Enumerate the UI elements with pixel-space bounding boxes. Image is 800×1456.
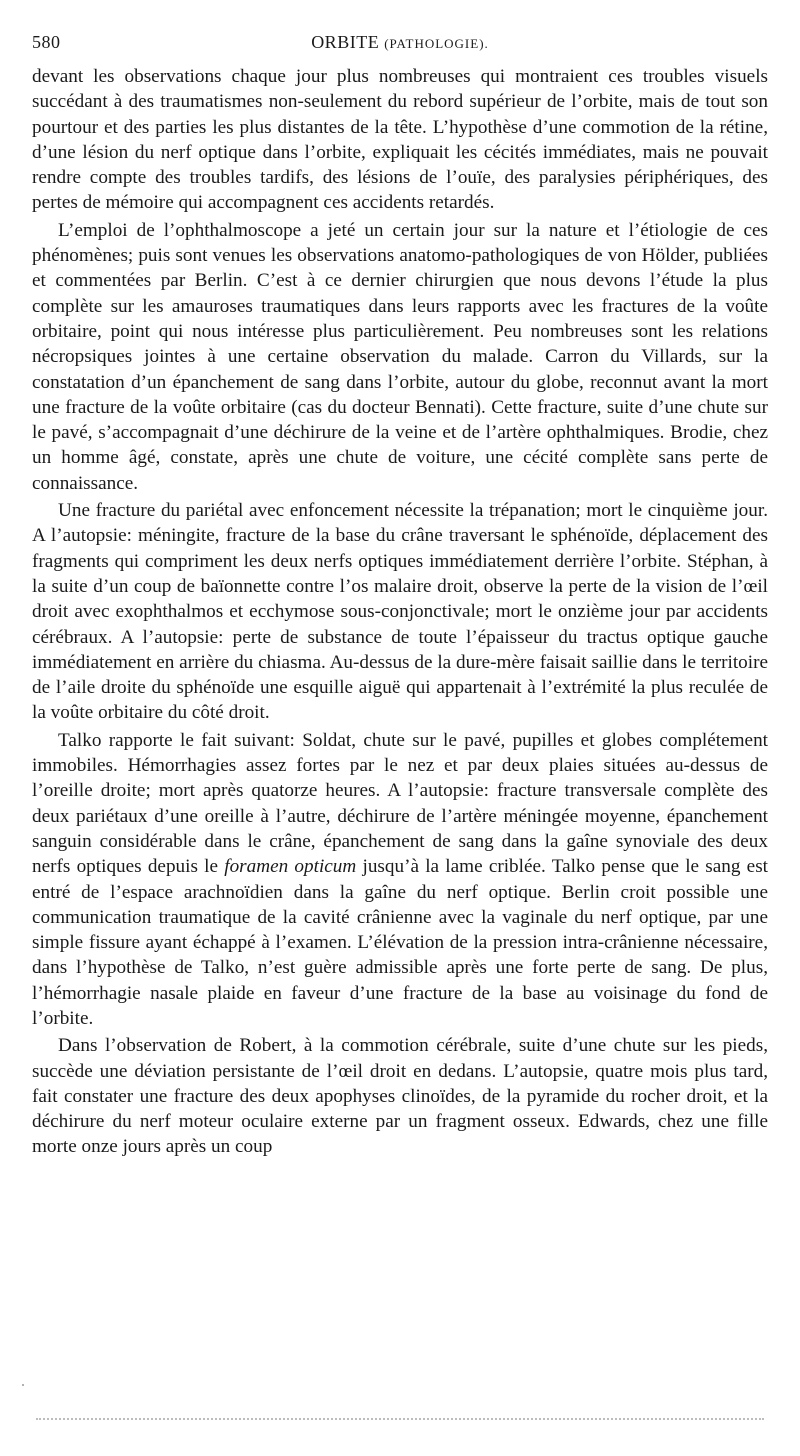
paragraph-3 <box>32 498 768 726</box>
paragraph-2 <box>32 218 768 496</box>
footer-scan-artifact <box>36 1418 764 1420</box>
paragraph-2-text: L’emploi de l’ophthalmoscope a jeté un certain jour sur la nature et l’étiologie de ces phénomènes; puis sont venues les observations anatomo-pathologiques de von Hölder, publiées et commentées par Berlin. C’est à ce dernier chirurgien que nous devons l’étude la plus complète sur les amauroses traumatiques dans leurs rapports avec les fractures de la voûte orbitaire, point qui nous intéresse plus particulièrement. Peu nombreuses sont les relations nécropsiques jointes à une certaine observation du malade. Carron du Villards, sur la constatation d’un épanchement de sang dans l’orbite, autour du globe, reconnut avant la mort une fracture de la voûte orbitaire (cas du docteur Bennati). Cette fracture, suite d’une chute sur le pavé, s’accompagnait d’une déchirure de la veine et de l’artère ophthalmiques. Brodie, chez un homme âgé, constate, après une chute de voiture, une cécité complète sans perte de connaissance. <box>32 219 768 494</box>
paragraph-4-italic-term: foramen opticum <box>224 856 357 878</box>
scan-speck <box>22 1384 24 1386</box>
body-text <box>32 64 768 1160</box>
running-title <box>32 32 768 53</box>
page-number: 580 <box>32 32 61 52</box>
paragraph-3-text: Une fracture du pariétal avec enfoncement nécessite la trépanation; mort le cinquième jour. A l’autopsie: méningite, fracture de la base du crâne traversant le sphénoïde, déplacement des fragments qui compriment les deux nerfs optiques immédiatement derrière l’orbite. Stéphan, à la suite d’un coup de baïonnette contre l’os malaire droit, observe la perte de la vision de l’œil droit avec exophthalmos et ecchymose sous-conjonctivale; mort le onzième jour par accidents cérébraux. A l’autopsie: perte de substance de toute l’épaisseur du tractus optique gauche immédiatement en arrière du chiasma. Au-dessus de la dure-mère faisait saillie dans le territoire de l’aile droite du sphénoïde une esquille aiguë qui appartenait à l’extrémité la plus reculée de la voûte orbitaire du côté droit. <box>32 500 768 724</box>
paragraph-4 <box>32 728 768 1032</box>
paragraph-1 <box>32 64 768 216</box>
running-title-subtitle: (PATHOLOGIE). <box>384 36 489 51</box>
running-head <box>32 28 768 54</box>
paragraph-5 <box>32 1033 768 1159</box>
document-page <box>32 28 768 1160</box>
paragraph-5-text: Dans l’observation de Robert, à la commotion cérébrale, suite d’une chute sur les pieds, succède une déviation persistante de l’œil droit en dedans. L’autopsie, quatre mois plus tard, fait constater une fracture des deux apophyses clinoïdes, de la pyramide du rocher droit, et la déchirure du nerf moteur oculaire externe par un fragment osseux. Edwards, chez une fille morte onze jours après un coup <box>32 1035 768 1158</box>
paragraph-4-text-start: Talko rapporte le fait suivant: Soldat, chute sur le pavé, pupilles et globes complétement immobiles. Hémorrhagies assez fortes par le nez et par deux plaies situées au-dessus de l’oreille droite; mort après quatorze heures. A l’autopsie: fracture transversale complète des deux pariétaux d’une oreille à l’autre, déchirure de l’artère méningée moyenne, épanchement sanguin considérable dans le crâne, épanchement de sang dans la gaîne synoviale des deux nerfs optiques depuis le <box>32 729 768 878</box>
paragraph-1-text: devant les observations chaque jour plus nombreuses qui montraient ces troubles visuels succédant à des traumatismes non-seulement du rebord supérieur de l’orbite, mais de tout son pourtour et des parties les plus distantes de la tête. L’hypothèse d’une commotion de la rétine, d’une lésion du nerf optique dans l’orbite, expliquait les cécités immédiates, mais ne pouvait rendre compte des troubles tardifs, des lésions de l’ouïe, des paralysies périphériques, des pertes de mémoire qui accompagnent ces accidents retardés. <box>32 66 768 214</box>
paragraph-4-text-end: jusqu’à la lame criblée. Talko pense que le sang est entré de l’espace arachnoïdien dans la gaîne du nerf optique. Berlin croit possible une communication traumatique de la cavité crânienne avec la vaginale du nerf optique, par une simple fissure ayant échappé à l’examen. L’élévation de la pression intra-crânienne nécessaire, dans l’hypothèse de Talko, n’est guère admissible après une forte perte de sang. De plus, l’hémorrhagie nasale plaide en faveur d’une fracture de la base au voisinage du fond de l’orbite. <box>32 856 768 1029</box>
running-title-main: ORBITE <box>311 32 380 52</box>
